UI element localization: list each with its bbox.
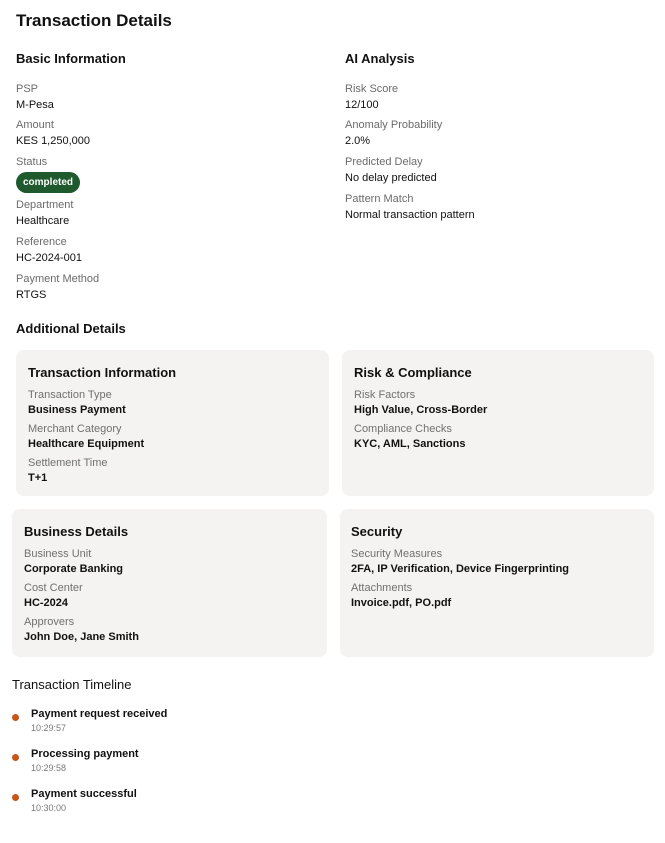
basic-information-heading: Basic Information — [16, 51, 126, 66]
timeline-item-time: 10:29:58 — [31, 763, 67, 773]
merchant-category-label: Merchant Category — [28, 423, 122, 435]
risk-score-label: Risk Score — [345, 83, 399, 95]
psp-value: M-Pesa — [16, 99, 54, 111]
predicted-delay-value: No delay predicted — [345, 172, 437, 184]
timeline-item-time: 10:29:57 — [31, 723, 67, 733]
reference-value: HC-2024-001 — [16, 252, 83, 264]
settlement-time-value: T+1 — [28, 472, 48, 484]
pattern-match-field — [345, 192, 475, 222]
status-field — [16, 155, 80, 193]
reference-label: Reference — [16, 236, 67, 248]
payment-method-value: RTGS — [16, 289, 47, 301]
predicted-delay-label: Predicted Delay — [345, 156, 423, 168]
amount-field — [16, 118, 90, 148]
security-measures-field — [351, 547, 569, 576]
compliance-checks-field — [354, 422, 465, 451]
cost-center-label: Cost Center — [24, 582, 83, 594]
risk-compliance-card — [342, 350, 654, 496]
ai-analysis-heading: AI Analysis — [345, 51, 415, 66]
business-details-title: Business Details — [24, 524, 129, 539]
cost-center-field — [24, 581, 83, 610]
business-unit-field — [24, 547, 123, 576]
additional-details-heading: Additional Details — [16, 321, 126, 336]
cost-center-value: HC-2024 — [24, 597, 69, 609]
status-badge: completed — [16, 172, 80, 193]
attachments-field — [351, 581, 451, 610]
risk-score-value: 12/100 — [345, 99, 379, 111]
reference-field — [16, 235, 82, 265]
timeline-item-title: Processing payment — [31, 748, 139, 760]
anomaly-probability-field — [345, 118, 442, 148]
transaction-type-label: Transaction Type — [28, 389, 112, 401]
compliance-checks-value: KYC, AML, Sanctions — [354, 438, 466, 450]
timeline-item-title: Payment request received — [31, 708, 168, 720]
attachments-value[interactable]: Invoice.pdf, PO.pdf — [351, 597, 452, 609]
compliance-checks-label: Compliance Checks — [354, 423, 452, 435]
transaction-type-value: Business Payment — [28, 404, 126, 416]
psp-label: PSP — [16, 83, 39, 95]
status-label: Status — [16, 156, 48, 168]
psp-field — [16, 82, 54, 112]
security-measures-value: 2FA, IP Verification, Device Fingerprinting — [351, 563, 570, 575]
settlement-time-field — [28, 456, 107, 485]
security-card — [340, 509, 654, 657]
attachments-label: Attachments — [351, 582, 413, 594]
timeline-item-time: 10:30:00 — [31, 803, 67, 813]
pattern-match-value: Normal transaction pattern — [345, 209, 475, 221]
risk-compliance-title: Risk & Compliance — [354, 365, 472, 380]
anomaly-probability-label: Anomaly Probability — [345, 119, 443, 131]
business-unit-label: Business Unit — [24, 548, 92, 560]
page-title: Transaction Details — [16, 11, 172, 30]
timeline-dot-icon — [12, 794, 19, 801]
risk-factors-value: High Value, Cross-Border — [354, 404, 488, 416]
transaction-information-card — [16, 350, 329, 496]
predicted-delay-field — [345, 155, 437, 185]
transaction-timeline-heading: Transaction Timeline — [12, 677, 132, 692]
timeline-dot-icon — [12, 754, 19, 761]
merchant-category-field — [28, 422, 144, 451]
settlement-time-label: Settlement Time — [28, 457, 108, 469]
amount-value: KES 1,250,000 — [16, 135, 91, 147]
department-field — [16, 198, 73, 228]
security-title: Security — [351, 524, 403, 539]
business-details-card — [12, 509, 327, 657]
timeline-dot-icon — [12, 714, 19, 721]
pattern-match-label: Pattern Match — [345, 193, 414, 205]
amount-label: Amount — [16, 119, 54, 131]
transaction-information-title: Transaction Information — [28, 365, 177, 380]
transaction-type-field — [28, 388, 126, 417]
business-unit-value: Corporate Banking — [24, 563, 124, 575]
department-value: Healthcare — [16, 215, 70, 227]
approvers-value: John Doe, Jane Smith — [24, 631, 139, 643]
security-measures-label: Security Measures — [351, 548, 443, 560]
timeline-item-title: Payment successful — [31, 788, 137, 800]
payment-method-label: Payment Method — [16, 273, 100, 285]
anomaly-probability-value: 2.0% — [345, 135, 371, 147]
risk-factors-field — [354, 388, 487, 417]
department-label: Department — [16, 199, 74, 211]
approvers-field — [24, 615, 139, 644]
risk-score-field — [345, 82, 398, 112]
approvers-label: Approvers — [24, 616, 75, 628]
merchant-category-value: Healthcare Equipment — [28, 438, 145, 450]
risk-factors-label: Risk Factors — [354, 389, 416, 401]
payment-method-field — [16, 272, 99, 302]
